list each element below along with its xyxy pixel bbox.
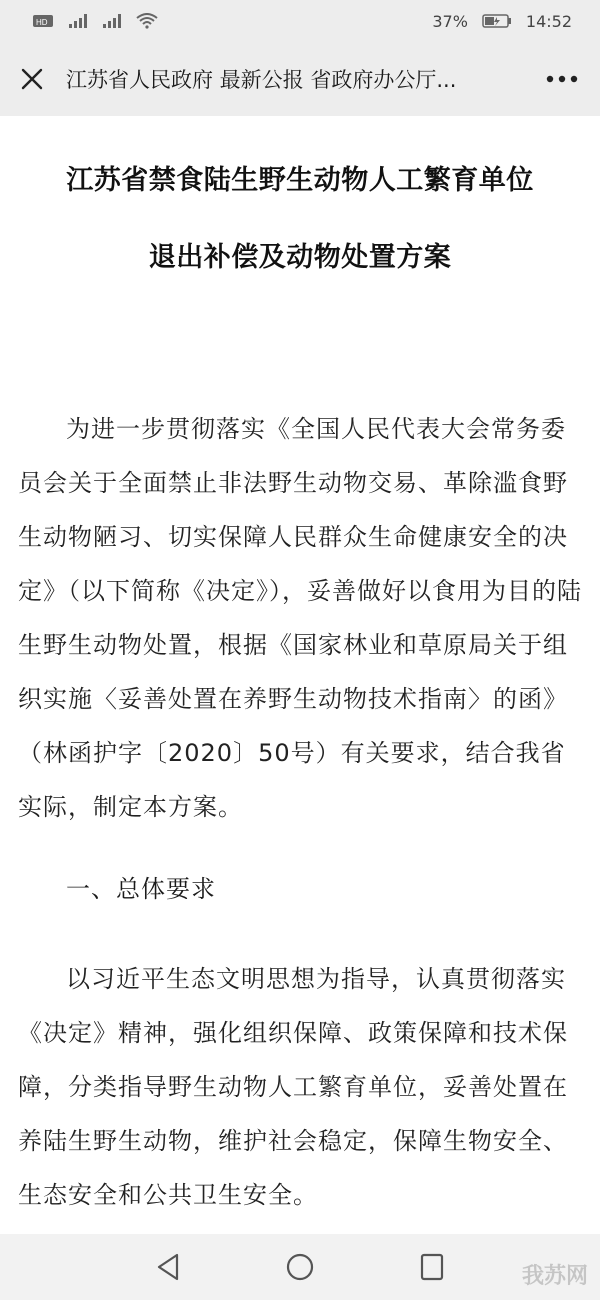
document-title-line1: 江苏省禁食陆生野生动物人工繁育单位 [66,165,534,196]
document-title-line2: 退出补偿及动物处置方案 [148,242,452,273]
article-content[interactable] [0,116,600,1234]
back-button[interactable] [148,1247,188,1287]
page-title: 江苏省人民政府 最新公报 省政府办公厅... [66,68,457,92]
section-heading: 一、总体要求 [66,875,216,903]
navigation-bar [0,1234,600,1300]
signal-icon [102,13,122,29]
title-bar [0,42,600,116]
status-right [432,12,572,31]
back-icon [155,1252,181,1282]
home-button[interactable] [280,1247,320,1287]
watermark-logo: 我苏网 [521,1263,588,1289]
status-left [32,13,158,29]
battery-icon [482,13,512,29]
hd-icon [32,13,54,29]
svg-text:HD: HD [36,18,48,27]
recents-icon [419,1252,445,1282]
paragraph-intro: 为进一步贯彻落实《全国人民代表大会常务委员会关于全面禁止非法野生动物交易、革除滥食野生动物陋习、切实保障人民群众生命健康安全的决定》（以下简称《决定》），妥善做好以食用为目的陆生野生动物处置，根据《国家林业和草原局关于组织实施〈妥善处置在养野生动物技术指南〉的函》（林函护字〔2020〕50号）有关要求，结合我省实际，制定本方案。 [18,415,582,821]
status-bar [0,0,600,42]
recents-button[interactable] [412,1247,452,1287]
paragraph-requirements: 以习近平生态文明思想为指导，认真贯彻落实《决定》精神，强化组织保障、政策保障和技术保障，分类指导野生动物人工繁育单位，妥善处置在养陆生野生动物，维护社会稳定，保障生物安全、生态安全和公共卫生安全。 [18,965,568,1209]
more-icon [546,75,578,83]
battery-percent: 37% [432,11,468,31]
signal-icon [68,13,88,29]
close-icon [18,65,46,93]
wifi-icon [136,13,158,29]
home-icon [285,1252,315,1282]
status-time: 14:52 [525,11,572,31]
close-button[interactable] [18,65,46,93]
more-button[interactable] [542,65,582,93]
